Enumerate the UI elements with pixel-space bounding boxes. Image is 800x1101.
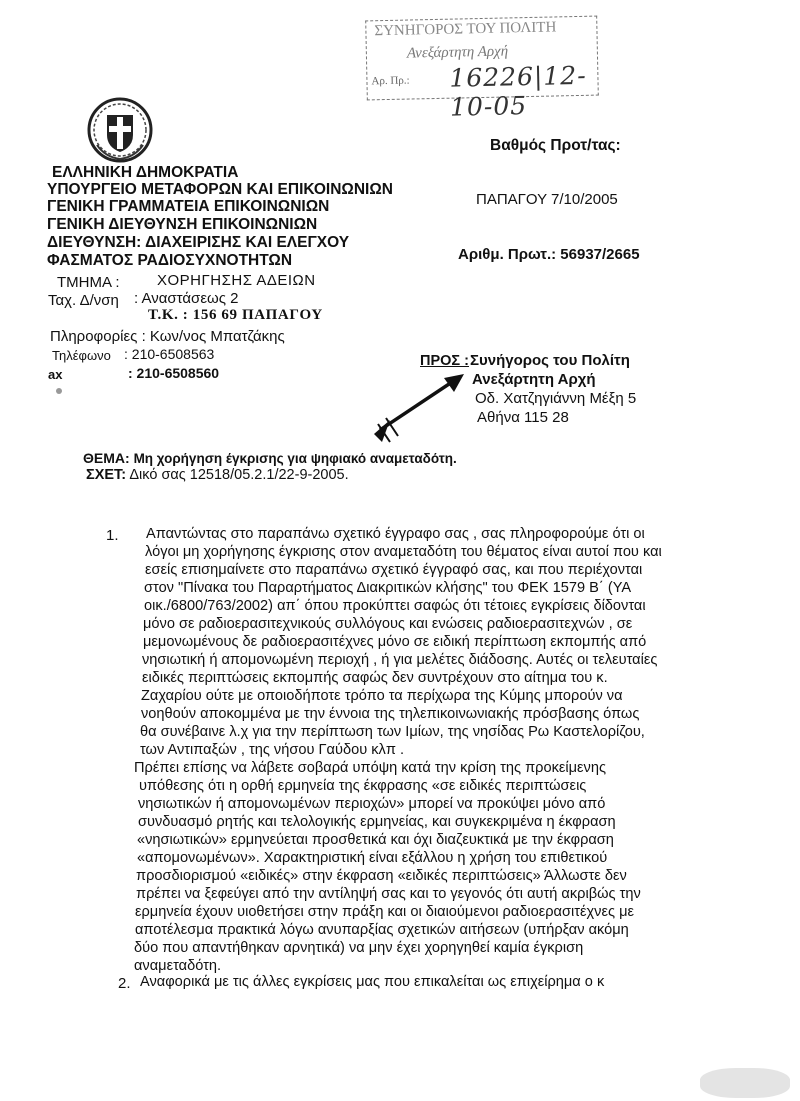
subject-text: Μη χορήγηση έγκρισης για ψηφιακό αναμεταδότη. [133, 451, 457, 466]
subject-line [83, 450, 457, 466]
postcode-line: Τ.Κ. : 156 69 ΠΑΠΑΓΟΥ [148, 307, 323, 323]
recipient-line-2: Ανεξάρτητη Αρχή [472, 371, 596, 388]
stamp-line-2: Ανεξάρτητη Αρχή [406, 43, 509, 62]
stamp-line-3-label: Αρ. Πρ.: [371, 74, 410, 88]
sender-country: ΕΛΛΗΝΙΚΗ ΔΗΜΟΚΡΑΤΙΑ [52, 164, 239, 181]
body-line: Ζαχαρίου ούτε με οποιοδήποτε τρόπο τα περίχωρα της Κύμης μπορούν να [141, 688, 623, 704]
address-label: Ταχ. Δ/νση [48, 292, 119, 309]
phone-value: : 210-6508563 [124, 346, 215, 362]
body-line: αναμεταδότη. [134, 958, 222, 974]
sender-general-secretariat: ΓΕΝΙΚΗ ΓΡΑΜΜΑΤΕΙΑ ΕΠΙΚΟΙΝΩΝΙΩΝ [47, 198, 330, 215]
scan-speck [56, 388, 62, 394]
body-line: Απαντώντας στο παραπάνω σχετικό έγγραφο σας , σας πληροφορούμε ότι οι [146, 526, 645, 542]
department-label: ΤΜΗΜΑ : [57, 274, 120, 291]
item-1-number: 1. [106, 527, 119, 544]
body-line: «απομονωμένων». Χαρακτηριστική είναι εξάλλου η χρήση του επιθετικού [137, 850, 608, 866]
body-line: μόνο σε ραδιοερασιτεχνικούς συλλόγους και ενώσεις ραδιοερασιτεχνών , σε [143, 616, 633, 632]
body-line: μεμονωμένους δε ραδιοερασιτέχνες μόνο σε ειδική περίπτωση εκπομπής από [143, 634, 647, 650]
body-line: θα συνέβαινε λ.χ για την περίπτωση των Ιμίων, της νησίδας Ρω Καστελορίζου, [140, 724, 645, 740]
body-line: αποτέλεσμα πρακτικά λόγω ανυπαρξίας σχετικών αιτήσεων (υπήρξαν ακόμη [135, 922, 629, 938]
body-line: προσδιορισμού «ειδικές» στην έκφραση «ειδικές περιπτώσεις» Άλλωστε δεν [136, 868, 627, 884]
scan-shadow [700, 1068, 790, 1098]
subject-label: ΘΕΜΑ: [83, 450, 130, 466]
received-stamp [365, 16, 599, 122]
body-line: των Αντιπαξών , της νήσου Γαύδου κλπ . [140, 742, 405, 758]
body-line: δύο που απαντήθηκαν αρνητικά) να μην έχει χορηγηθεί καμία έγκριση [134, 940, 584, 956]
body-line: ειδικές περιπτώσεις εκπομπής σαφώς δεν συντρέχουν στο αίτημα του κ. [142, 670, 608, 686]
department-value: ΧΟΡΗΓΗΣΗΣ ΑΔΕΙΩΝ [157, 272, 316, 289]
recipient-line-4: Αθήνα 115 28 [477, 409, 569, 426]
fax-label: ax [48, 367, 63, 382]
body-line: πρέπει να ξεφεύγει από την αντίληψή σας και το γεγονός ότι αυτή ακριβώς την [136, 886, 641, 902]
recipient-line-3: Οδ. Χατζηγιάννη Μέξη 5 [475, 390, 637, 407]
reference-text: Δικό σας 12518/05.2.1/22-9-2005. [129, 467, 349, 483]
stamp-line-1: ΣΥΝΗΓΟΡΟΣ ΤΟΥ ΠΟΛΙΤΗ [374, 19, 557, 40]
coat-of-arms-seal [85, 95, 155, 165]
sender-directorate-line-2: ΦΑΣΜΑΤΟΣ ΡΑΔΙΟΣΥΧΝΟΤΗΤΩΝ [47, 252, 293, 269]
priority-label: Βαθμός Προτ/τας: [490, 137, 621, 154]
body-line: υπόθεσης ότι η ορθή ερμηνεία της έκφρασης «σε ειδικές περιπτώσεις [139, 778, 587, 794]
body-line: εσείς επισημαίνετε στο παραπάνω σχετικό έγγραφό σας, και που περιέχονται [145, 562, 643, 578]
body-line: συνδυασμό ρητής και τελολογικής ερμηνείας, και συγκεκριμένα η έκφραση [138, 814, 616, 830]
sender-ministry: ΥΠΟΥΡΓΕΙΟ ΜΕΤΑΦΟΡΩΝ ΚΑΙ ΕΠΙΚΟΙΝΩΝΙΩΝ [47, 181, 393, 198]
protocol-number: Αριθμ. Πρωτ.: 56937/2665 [458, 246, 640, 263]
place-date: ΠΑΠΑΓΟΥ 7/10/2005 [476, 191, 618, 208]
body-line: νοηθούν αποκομμένα με την έννοια της τηλεπικοινωνιακής πρόσβασης όπως [141, 706, 640, 722]
reference-label: ΣΧΕΤ: [86, 467, 127, 483]
body-line: νησιωτικών ή απομονωμένων περιοχών» μπορεί να προκύψει μόνο από [138, 796, 606, 812]
body-line: «νησιωτικών» ερμηνεύεται προσθετικά και όχι διαζευκτικά με την έκφραση [137, 832, 614, 848]
body-line: λόγοι μη χορήγησης έγκρισης στον αναμεταδότη του θέματος είναι αυτοί που και [145, 544, 662, 560]
body-line: ερμηνεία έχουν υιοθετήσει στην πράξη και οι διαιούμενοι ραδιοερασιτέχνες με [135, 904, 634, 920]
stamp-handwritten-number: 16226|12-10-05 [449, 60, 587, 122]
body-line: οικ./6800/763/2002) απ΄ όπου προκύπτει σαφώς ότι τέτοιες εγκρίσεις δίδονται [144, 598, 646, 614]
address-value: : Αναστάσεως 2 [134, 290, 239, 307]
sender-directorate-line-1: ΔΙΕΥΘΥΝΣΗ: ΔΙΑΧΕΙΡΙΣΗΣ ΚΑΙ ΕΛΕΓΧΟΥ [47, 234, 350, 251]
body-line: Αναφορικά με τις άλλες εγκρίσεις μας που επικαλείται ως επιχείρημα ο κ [140, 974, 605, 990]
reference-line [86, 467, 349, 483]
item-2-number: 2. [118, 975, 131, 992]
info-contact: Πληροφορίες : Κων/νος Μπατζάκης [50, 328, 285, 345]
body-line: νησιωτική ή απομονωμένη περιοχή , ή για μελέτες διάδοσης. Αυτές οι τελευταίες [142, 652, 658, 668]
body-line: στον "Πίνακα του Παραρτήματος Διακριτικών κλήσης" του ΦΕΚ 1579 Β΄ (ΥΑ [144, 580, 632, 596]
sender-general-directorate: ΓΕΝΙΚΗ ΔΙΕΥΘΥΝΣΗ ΕΠΙΚΟΙΝΩΝΙΩΝ [47, 216, 318, 233]
body-line: Πρέπει επίσης να λάβετε σοβαρά υπόψη κατά την κρίση της προκείμενης [134, 760, 606, 776]
phone-label: Τηλέφωνο [52, 348, 111, 363]
fax-value: : 210-6508560 [128, 365, 220, 381]
recipient-line-1: Συνήγορος του Πολίτη [470, 352, 630, 369]
recipient-to-label: ΠΡΟΣ : [420, 353, 469, 369]
arrow-icon [360, 360, 480, 450]
